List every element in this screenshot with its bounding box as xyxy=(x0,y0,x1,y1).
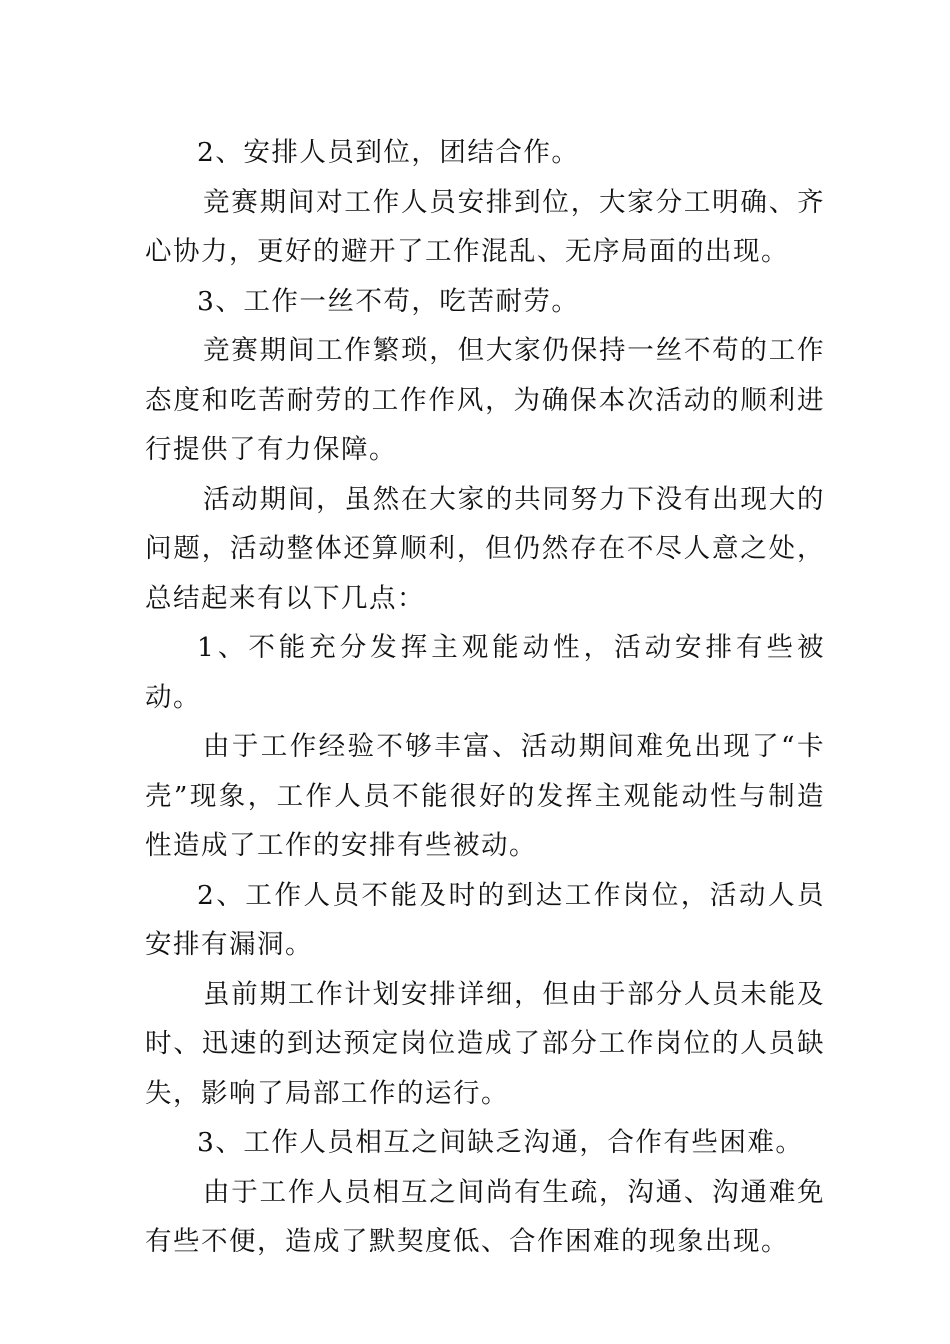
paragraph-staffing: 竞赛期间对工作人员安排到位，大家分工明确、齐心协力，更好的避开了工作混乱、无序局面的出现。 xyxy=(145,186,825,267)
paragraph-problem-2: 虽前期工作计划安排详细，但由于部分人员未能及时、迅速的到达预定岗位造成了部分工作岗位的人员缺失，影响了局部工作的运行。 xyxy=(145,978,825,1109)
heading-item-2-staffing: 2、安排人员到位，团结合作。 xyxy=(197,137,580,168)
paragraph-problem-1: 由于工作经验不够丰富、活动期间难免出现了“卡壳”现象，工作人员不能很好的发挥主观能动性与制造性造成了工作的安排有些被动。 xyxy=(145,731,825,861)
heading-item-3-diligence: 3、工作一丝不苟，吃苦耐劳。 xyxy=(197,285,580,317)
document-body xyxy=(145,128,825,1267)
heading-problem-3: 3、工作人员相互之间缺乏沟通，合作有些困难。 xyxy=(197,1127,804,1158)
paragraph-diligence: 竞赛期间工作繁琐，但大家仍保持一丝不苟的工作态度和吃苦耐劳的工作作风，为确保本次活动的顺利进行提供了有力保障。 xyxy=(145,335,825,465)
heading-problem-2: 2、工作人员不能及时的到达工作岗位，活动人员安排有漏洞。 xyxy=(145,879,825,960)
paragraph-problem-3: 由于工作人员相互之间尚有生疏，沟通、沟通难免有些不便，造成了默契度低、合作困难的现象出现。 xyxy=(145,1176,825,1257)
heading-problem-1: 1、不能充分发挥主观能动性，活动安排有些被动。 xyxy=(145,632,825,713)
paragraph-summary-intro: 活动期间，虽然在大家的共同努力下没有出现大的问题，活动整体还算顺利，但仍然存在不尽人意之处，总结起来有以下几点： xyxy=(145,483,825,614)
